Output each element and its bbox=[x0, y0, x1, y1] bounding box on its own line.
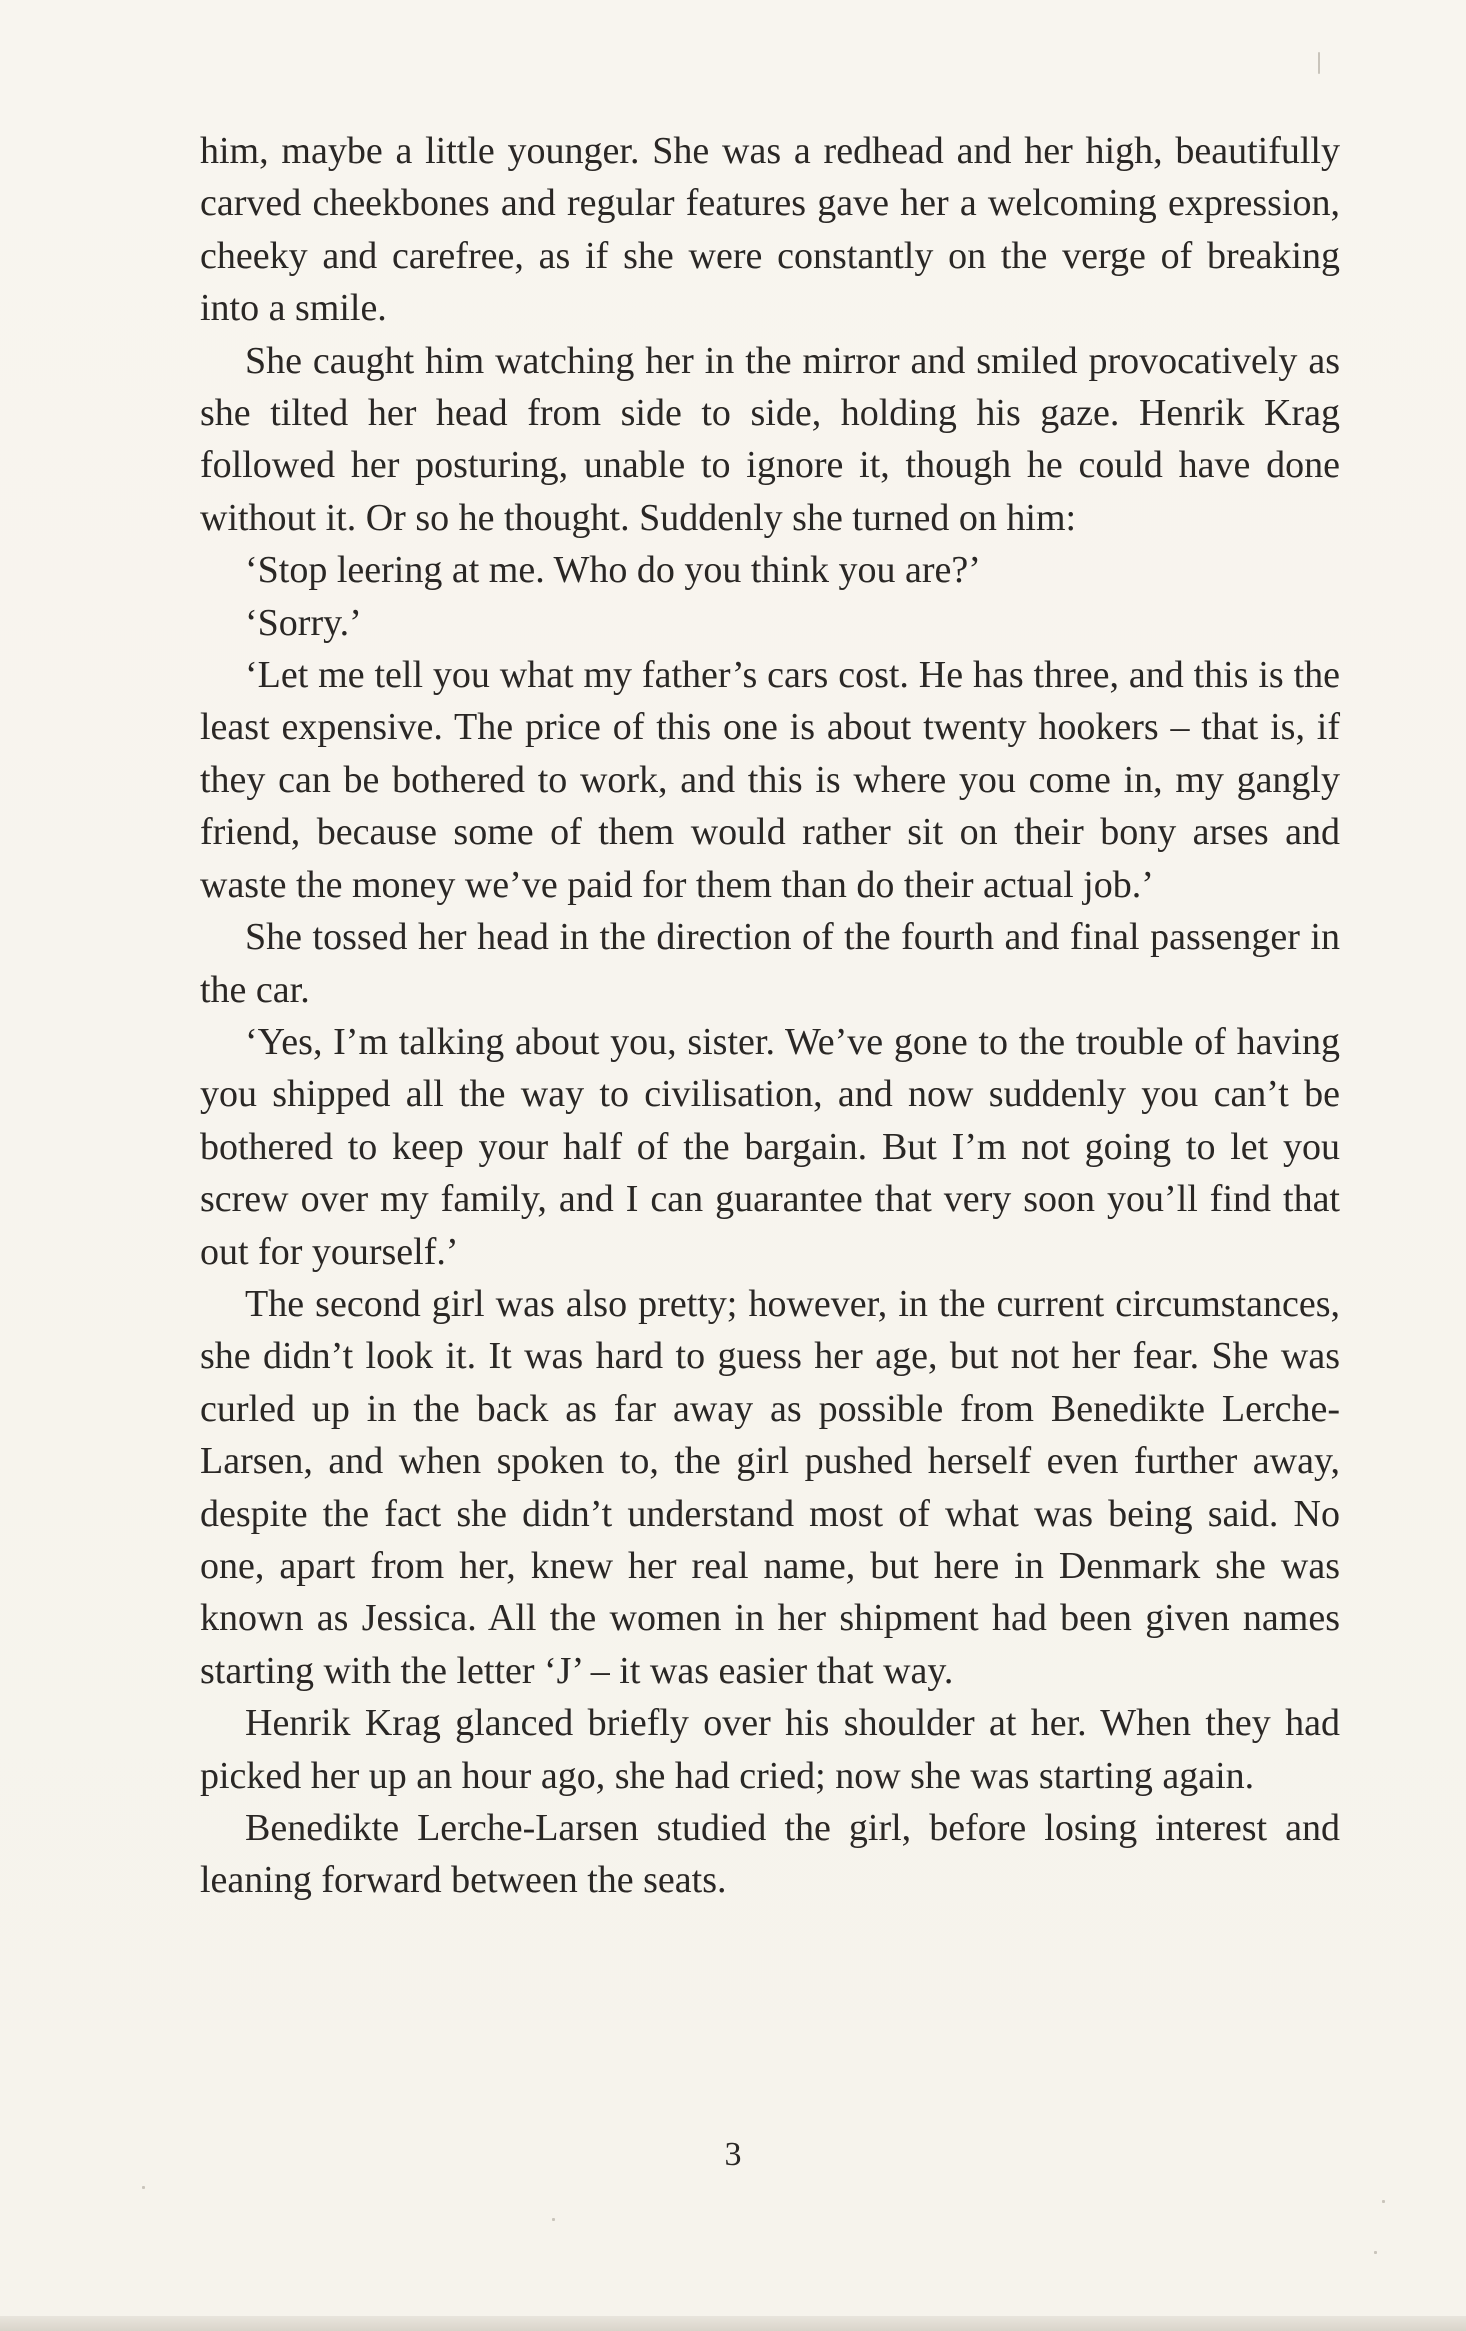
paragraph-3: ‘Stop leering at me. Who do you think you are?’ bbox=[245, 549, 981, 592]
page-bottom-edge bbox=[0, 2316, 1466, 2331]
paper-speck bbox=[142, 2186, 145, 2189]
paragraph-9: Henrik Krag glanced briefly over his shoulder at her. When they had picked her up an hour ago, she had cried; now she was starting again. bbox=[200, 1702, 1340, 1797]
paragraph-8: The second girl was also pretty; however, in the current circumstances, she didn’t look it. It was hard to guess her age, but not her fear. She was curled up in the back as far away as possible from Benedikte Lerche-Larsen, and when spoken to, the girl pushed herself even further away, despite the fact she didn’t understand most of what was being said. No one, apart from her, knew her real name, but here in Denmark she was known as Jessica. All the women in her shipment had been given names starting with the letter ‘J’ – it was easier that way. bbox=[200, 1282, 1340, 1692]
body-text bbox=[200, 125, 1340, 1907]
paper-speck bbox=[552, 2218, 555, 2221]
paragraph-10: Benedikte Lerche-Larsen studied the girl, before losing interest and leaning forward between the seats. bbox=[200, 1807, 1340, 1902]
paper-speck bbox=[1374, 2251, 1377, 2254]
paragraph-5: ‘Let me tell you what my father’s cars cost. He has three, and this is the least expensive. The price of this one is about twenty hookers – that is, if they can be bothered to work, and this is where you come in, my gangly friend, because some of them would rather sit on their bony arses and waste the money we’ve paid for them than do their actual job.’ bbox=[200, 654, 1340, 906]
paragraph-6: She tossed her head in the direction of the fourth and final passenger in the car. bbox=[200, 916, 1340, 1011]
paragraph-4: ‘Sorry.’ bbox=[245, 601, 362, 644]
page-number: 3 bbox=[724, 2136, 742, 2173]
paragraph-7: ‘Yes, I’m talking about you, sister. We’ve gone to the trouble of having you shipped all the way to civilisation, and now suddenly you can’t be bothered to keep your half of the bargain. But I’m not going to let you screw over my family, and I can guarantee that very soon you’ll find that out for yourself.’ bbox=[200, 1020, 1340, 1273]
paragraph-2: She caught him watching her in the mirror and smiled provocatively as she tilted her head from side to side, holding his gaze. Henrik Krag followed her posturing, unable to ignore it, though he could have done without it. Or so he thought. Suddenly she turned on him: bbox=[200, 339, 1340, 539]
paper-speck bbox=[1318, 52, 1320, 74]
paper-speck bbox=[1382, 2200, 1385, 2203]
paragraph-1: him, maybe a little younger. She was a redhead and her high, beautifully carved cheekbones and regular features gave her a welcoming expression, cheeky and carefree, as if she were constantly on the verge of breaking into a smile. bbox=[200, 130, 1340, 330]
